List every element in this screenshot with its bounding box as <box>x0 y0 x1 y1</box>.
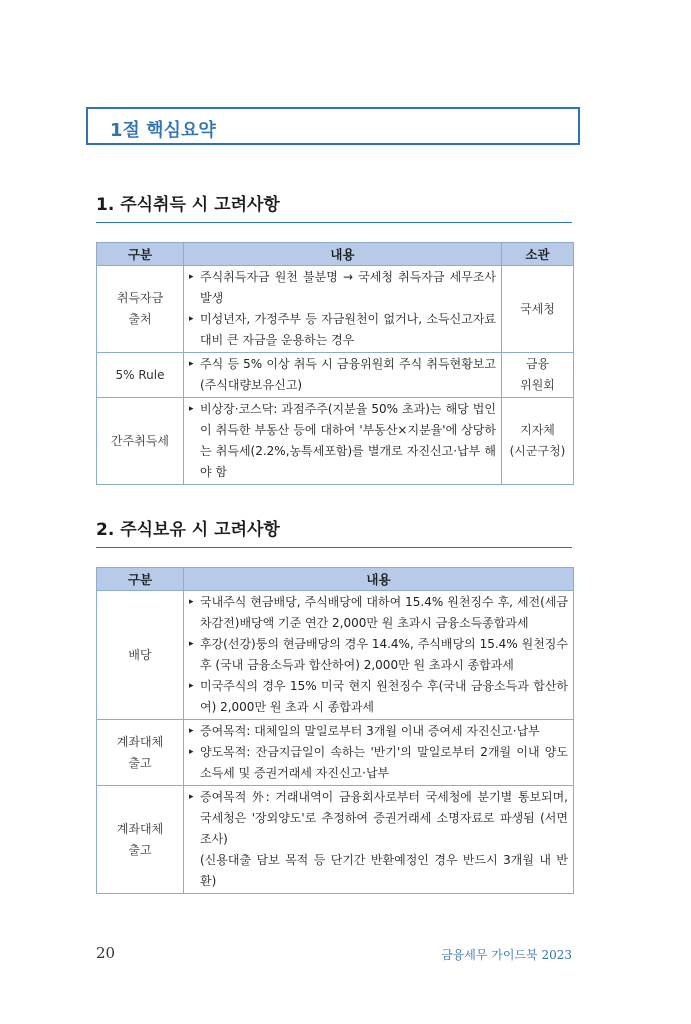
list-item: ▸ 비상장·코스닥: 과점주주(지분율 50% 초과)는 해당 법인이 취득한 부동산 등에 대하여 '부동산×지분율'에 상당하는 취득세(2.2%,농특세포함)를 별개로 자진신고·납부 해야 함 <box>188 399 496 483</box>
header-dept: 소관 <box>502 243 574 266</box>
row-content <box>184 591 574 720</box>
section1-rule <box>96 222 572 223</box>
table-row <box>97 398 574 485</box>
row-dept: 금융 위원회 <box>502 353 574 398</box>
chapter-title: 1절 핵심요약 <box>110 120 216 141</box>
list-item: ▸ 미성년자, 가정주부 등 자금원천이 없거나, 소득신고자료 대비 큰 자금을 운용하는 경우 <box>188 309 496 351</box>
section1-table <box>96 242 574 485</box>
table-header-row <box>97 568 574 591</box>
section2-rule <box>96 547 572 548</box>
running-footer-title: 금융세무 가이드북 2023 <box>441 948 572 962</box>
table-row <box>97 266 574 353</box>
row-content <box>184 720 574 786</box>
list-item: ▸ 미국주식의 경우 15% 미국 현지 원천징수 후(국내 금융소득과 합산하여) 2,000만 원 초과 시 종합과세 <box>188 676 568 718</box>
header-content: 내용 <box>184 243 502 266</box>
list-item: ▸ 주식 등 5% 이상 취득 시 금융위원회 주식 취득현황보고 (주식대량보유신고) <box>188 354 496 396</box>
section2-table <box>96 567 574 894</box>
header-category: 구분 <box>97 243 184 266</box>
list-item: ▸ 증여목적 外: 거래내역이 금융회사로부터 국세청에 분기별 통보되며, 국세청은 '장외양도'로 추정하여 증권거래세 소명자료로 파생됨 (서면조사) <box>188 787 568 850</box>
row-content <box>184 353 502 398</box>
row-category: 간주취득세 <box>97 398 184 485</box>
row-category: 계좌대체 출고 <box>97 720 184 786</box>
list-item: ▸ 증여목적: 대체일의 말일로부터 3개월 이내 증여세 자진신고·납부 <box>188 721 568 742</box>
table-row <box>97 786 574 894</box>
row-dept: 지자체 (시군구청) <box>502 398 574 485</box>
row-category: 취득자금 출처 <box>97 266 184 353</box>
row-category: 5% Rule <box>97 353 184 398</box>
row-category: 배당 <box>97 591 184 720</box>
chapter-heading-box <box>86 107 580 145</box>
section1-title: 1. 주식취득 시 고려사항 <box>96 195 280 215</box>
list-item: ▸ 후강(선강)퉁의 현금배당의 경우 14.4%, 주식배당의 15.4% 원천징수 후 (국내 금융소득과 합산하여) 2,000만 원 초과시 종합과세 <box>188 634 568 676</box>
table-row <box>97 353 574 398</box>
row-content <box>184 266 502 353</box>
header-category: 구분 <box>97 568 184 591</box>
row-dept: 국세청 <box>502 266 574 353</box>
list-item: ▸ 양도목적: 잔금지급일이 속하는 '반기'의 말일로부터 2개월 이내 양도소득세 및 증권거래세 자진신고·납부 <box>188 742 568 784</box>
page-number: 20 <box>96 944 116 962</box>
list-item: ▸ 국내주식 현금배당, 주식배당에 대하여 15.4% 원천징수 후, 세전(세금차감전)배당액 기준 연간 2,000만 원 초과시 금융소득종합과세 <box>188 592 568 634</box>
header-content: 내용 <box>184 568 574 591</box>
row-category: 계좌대체 출고 <box>97 786 184 894</box>
table-row <box>97 591 574 720</box>
table-row <box>97 720 574 786</box>
section2-title: 2. 주식보유 시 고려사항 <box>96 520 280 540</box>
row-content <box>184 398 502 485</box>
list-item: ▸ 주식취득자금 원천 불분명 → 국세청 취득자금 세무조사 발생 <box>188 267 496 309</box>
table-header-row <box>97 243 574 266</box>
row-content <box>184 786 574 894</box>
note-text: (신용대출 담보 목적 등 단기간 반환예정인 경우 반드시 3개월 내 반환) <box>200 853 568 888</box>
